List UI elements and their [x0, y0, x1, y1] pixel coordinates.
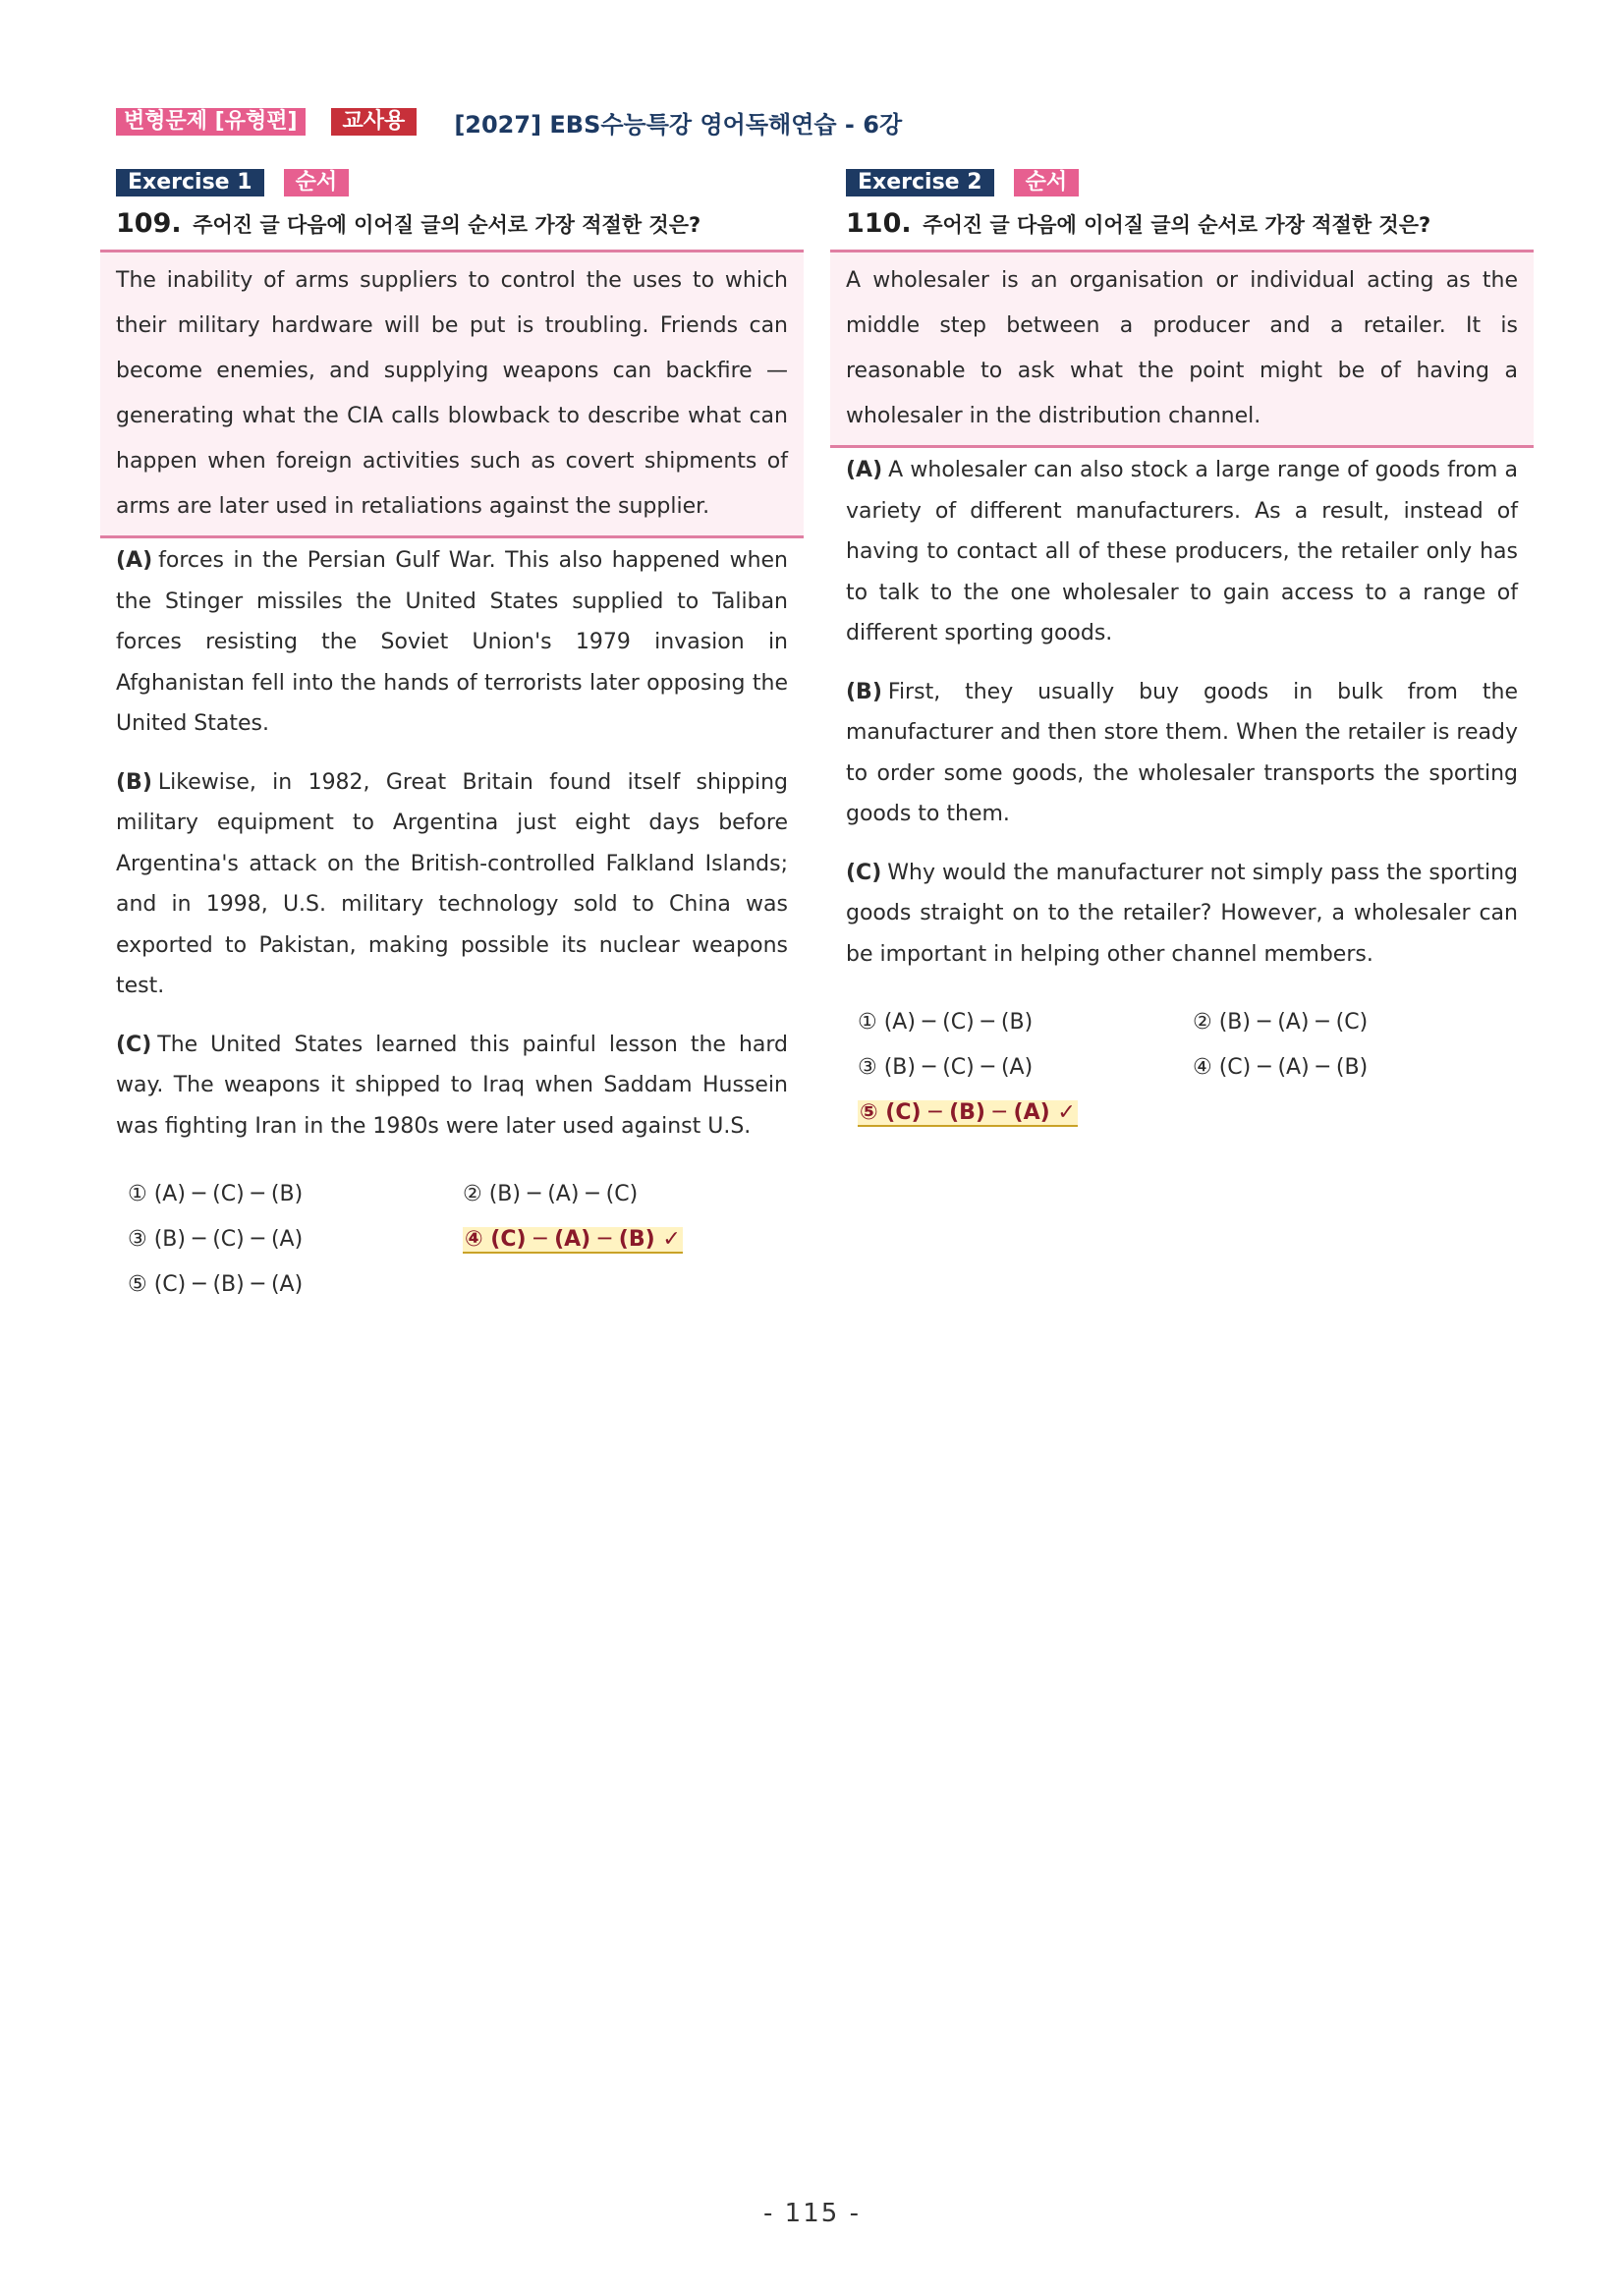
- choice-1[interactable]: ① (A) ─ (C) ─ (B): [858, 1010, 1034, 1035]
- choice-5[interactable]: ⑤ (C) ─ (B) ─ (A): [128, 1272, 304, 1297]
- exercise-label: Exercise 1: [116, 169, 264, 196]
- given-passage: The inability of arms suppliers to control the uses to which their military hardware will be put is troubling. Friends can become enemies, and supplying weapons can backfire — generating what the CIA calls blowback to describe what can happen when foreign activities such as covert shipments of arms are later used in retaliations against the supplier.: [116, 268, 788, 519]
- question-text: 주어진 글 다음에 이어질 글의 순서로 가장 적절한 것은?: [193, 213, 701, 237]
- answer-choices: [128, 1172, 804, 1308]
- exercise-2-labels: [846, 169, 1534, 196]
- paragraph-label: (C): [116, 1032, 152, 1057]
- exercise-1: [100, 169, 804, 1308]
- question-text: 주어진 글 다음에 이어질 글의 순서로 가장 적절한 것은?: [923, 213, 1431, 237]
- exercise-2: [830, 169, 1534, 1136]
- exercise-label: Exercise 2: [846, 169, 994, 196]
- answer-choices: [858, 1000, 1534, 1136]
- paragraph-text: Why would the manufacturer not simply pass the sporting goods straight on to the retailer? However, a wholesaler can be important in helping other channel members.: [846, 860, 1518, 967]
- paragraph-label: (B): [116, 769, 152, 795]
- correct-answer-highlight: ⑤ (C) ─ (B) ─ (A) ✓: [860, 1100, 1076, 1125]
- choice-5-correct[interactable]: [858, 1091, 1193, 1136]
- paragraph-text: forces in the Persian Gulf War. This also happened when the Stinger missiles the United States supplied to Taliban forces resisting the Soviet Union's 1979 invasion in Afghanistan fell into the hands of terrorists later opposing the United States.: [116, 548, 788, 736]
- question-number: 110.: [846, 208, 912, 239]
- paragraph-label: (B): [846, 679, 882, 704]
- question-number: 109.: [116, 208, 182, 239]
- exercise-type-tag: 순서: [1014, 169, 1080, 196]
- question-heading: [116, 204, 804, 244]
- type-tag: 변형문제 [유형편]: [116, 108, 306, 136]
- page-header: [116, 104, 902, 140]
- page-number: - 115 -: [763, 2199, 861, 2228]
- paragraph-a: [116, 540, 788, 745]
- given-passage: A wholesaler is an organisation or individual acting as the middle step between a producer and a retailer. It is reasonable to ask what the point might be of having a wholesaler in the distribution channel.: [846, 268, 1518, 428]
- given-passage-box: [830, 250, 1534, 448]
- paragraph-c: [846, 853, 1518, 976]
- paragraph-c: [116, 1025, 788, 1148]
- choice-2[interactable]: ② (B) ─ (A) ─ (C): [463, 1182, 639, 1206]
- exercise-1-labels: [116, 169, 804, 196]
- choice-4[interactable]: ④ (C) ─ (A) ─ (B): [1193, 1055, 1369, 1080]
- paragraph-text: First, they usually buy goods in bulk from the manufacturer and then store them. When the retailer is ready to order some goods, the wholesaler transports the sporting goods to them.: [846, 679, 1518, 826]
- paragraph-text: A wholesaler can also stock a large range of goods from a variety of different manufacturers. As a result, instead of having to contact all of these producers, the retailer only has to talk to the one wholesaler to gain access to a range of different sporting goods.: [846, 458, 1518, 645]
- teacher-tag: 교사용: [331, 108, 418, 136]
- paragraph-label: (A): [116, 548, 153, 573]
- paragraph-b: [846, 672, 1518, 835]
- given-passage-box: [100, 250, 804, 538]
- choice-3[interactable]: ③ (B) ─ (C) ─ (A): [858, 1055, 1034, 1080]
- paragraph-text: The United States learned this painful lesson the hard way. The weapons it shipped to Iraq when Saddam Hussein was fighting Iran in the 1980s were later used against U.S.: [116, 1032, 788, 1139]
- choice-2[interactable]: ② (B) ─ (A) ─ (C): [1193, 1010, 1369, 1035]
- correct-answer-highlight: ④ (C) ─ (A) ─ (B) ✓: [465, 1227, 681, 1252]
- question-heading: [846, 204, 1534, 244]
- paragraph-text: Likewise, in 1982, Great Britain found itself shipping military equipment to Argentina just eight days before Argentina's attack on the British-controlled Falkland Islands; and in 1998, U.S. military technology sold to China was exported to Pakistan, making possible its nuclear weapons test.: [116, 769, 788, 998]
- choice-4-correct[interactable]: [463, 1217, 798, 1262]
- exercise-type-tag: 순서: [284, 169, 350, 196]
- paragraph-b: [116, 762, 788, 1007]
- choice-1[interactable]: ① (A) ─ (C) ─ (B): [128, 1182, 304, 1206]
- paragraph-label: (A): [846, 458, 883, 482]
- paragraph-a: [846, 450, 1518, 654]
- choice-3[interactable]: ③ (B) ─ (C) ─ (A): [128, 1227, 304, 1252]
- paragraph-label: (C): [846, 860, 882, 885]
- page-title: [2027] EBS수능특강 영어독해연습 - 6강: [454, 110, 903, 139]
